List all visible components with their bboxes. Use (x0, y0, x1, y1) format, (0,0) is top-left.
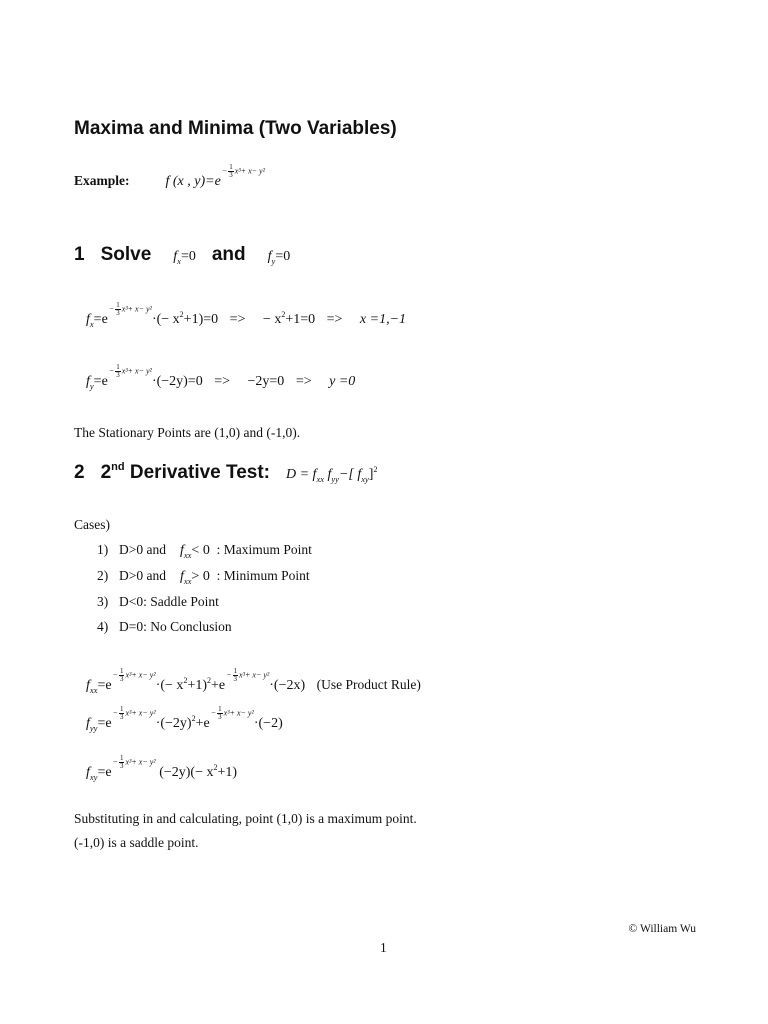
fx-step2b: +1=0 (285, 312, 316, 327)
implies-arrow: => (326, 312, 343, 327)
fxx-part1b: +1) (187, 678, 207, 693)
exponent-minus: − (112, 708, 118, 717)
section-heading-text (101, 462, 270, 483)
exponent-rest: x³+ x− y² (234, 166, 265, 175)
fraction-numerator: 1 (116, 300, 120, 309)
exponent-rest: x³+ x− y² (125, 670, 156, 679)
case-item (97, 619, 232, 635)
fx-step2-square: 2 (281, 310, 286, 319)
section-number: 1 (74, 244, 85, 265)
case-item (97, 594, 219, 610)
copyright: © William Wu (628, 923, 696, 935)
exponent-minus: − (112, 670, 118, 679)
exponent-rest: x³+ x− y² (121, 304, 152, 313)
fx-step2a: − x (262, 312, 282, 327)
exponent-minus: − (112, 757, 118, 766)
fraction-numerator: 1 (119, 704, 124, 713)
fraction-denominator: 3 (116, 308, 120, 317)
heading-pre: 2 (100, 462, 112, 483)
section-1-heading (74, 244, 290, 266)
fyy-part2: ·(−2) (253, 716, 283, 731)
fraction-denominator: 3 (119, 761, 124, 770)
fx-zero-equation (173, 249, 196, 264)
section-number: 2 (74, 462, 85, 483)
fxx-square: 2 (183, 676, 188, 685)
exponent-rest: x³+ x− y² (223, 708, 254, 717)
implies-arrow: => (295, 374, 312, 389)
fxx-f: f (86, 678, 90, 693)
fxx-part2: ·(−2x) (269, 678, 306, 693)
fraction-numerator: 1 (116, 362, 120, 371)
fyy-f: f (86, 716, 90, 731)
exponent-fraction (217, 706, 223, 721)
fy-zero-equation (268, 249, 291, 264)
fyy-square: 2 (191, 714, 196, 723)
exponent-fraction (115, 302, 121, 317)
section-2-heading (74, 462, 377, 484)
fxy-derivation (86, 753, 238, 782)
exponent-rest: x³+ x− y² (125, 708, 156, 717)
formula-square: 2 (373, 465, 378, 474)
page-title: Maxima and Minima (Two Variables) (74, 118, 397, 139)
formula-sub-yy: yy (331, 474, 339, 484)
d-formula (286, 467, 377, 482)
case-pre: D>0 and (119, 542, 166, 557)
eq-f: f (173, 249, 178, 264)
conclusion-line-1: Substituting in and calculating, point (1,0) is a maximum point. (74, 811, 417, 826)
fraction-denominator: 3 (116, 370, 120, 379)
eq-subscript: y (271, 256, 276, 266)
fraction-denominator: 3 (119, 712, 124, 721)
fxy-subscript: xy (89, 772, 98, 782)
exponent-fraction (119, 706, 125, 721)
case-f: f (179, 569, 184, 584)
exponent-fraction (233, 668, 239, 683)
example-row (74, 162, 265, 191)
exponent-fraction (228, 164, 234, 179)
fraction-denominator: 3 (119, 674, 124, 683)
heading-superscript: nd (111, 461, 125, 473)
fyy-exponent-2 (211, 706, 254, 721)
fx-eq: =e (93, 312, 108, 327)
exponent-minus: − (108, 366, 115, 375)
fxy-part2: +1) (217, 765, 238, 780)
eq-f: f (267, 249, 272, 264)
example-label: Example: (74, 173, 130, 188)
fraction-numerator: 1 (233, 666, 238, 675)
fyy-derivation (86, 704, 283, 733)
formula-sub-xy: xy (361, 474, 369, 484)
fx-square: 2 (179, 310, 184, 319)
fxy-f: f (86, 765, 90, 780)
exponent-fraction (119, 668, 125, 683)
fxx-derivation (86, 666, 421, 695)
case-number: 2) (97, 568, 109, 583)
case-description: : Maximum Point (216, 542, 312, 557)
fyy-exponent (113, 706, 156, 721)
formula-bracket: ] (368, 467, 374, 482)
fxx-plus: +e (211, 678, 226, 693)
fx-subscript: x (89, 319, 94, 329)
fx-derivation (86, 300, 407, 329)
fraction-denominator: 3 (233, 674, 238, 683)
formula-f: f (327, 467, 332, 482)
fy-step2: −2y=0 (247, 374, 285, 389)
formula-sub-xx: xx (316, 474, 324, 484)
case-pre: D>0 and (119, 568, 166, 583)
case-number: 1) (97, 542, 109, 557)
eq-subscript: x (177, 256, 181, 266)
exponent-rest: x³+ x− y² (121, 366, 152, 375)
case-item (97, 568, 310, 585)
product-rule-note: (Use Product Rule) (316, 677, 421, 692)
eq-rhs: =0 (275, 249, 291, 264)
case-item (97, 542, 312, 559)
exponent-fraction (115, 364, 121, 379)
case-number: 4) (97, 619, 109, 634)
and-text: and (211, 244, 246, 265)
example-lhs: f (x , y)=e (165, 174, 221, 189)
fxx-exponent (113, 668, 156, 683)
fyy-eq: =e (97, 716, 112, 731)
case-text: D<0: Saddle Point (119, 594, 219, 609)
heading-post: Derivative Test: (129, 462, 270, 483)
section-heading-text: Solve (100, 244, 152, 265)
fy-exponent (109, 364, 152, 379)
case-inequality: > 0 (191, 569, 210, 584)
stationary-points-text: The Stationary Points are (1,0) and (-1,0). (74, 425, 301, 440)
example-function (165, 162, 265, 189)
case-inequality: < 0 (191, 543, 210, 558)
exponent-rest: x³+ x− y² (125, 757, 156, 766)
fyy-subscript: yy (89, 723, 98, 733)
fy-derivation (86, 362, 356, 391)
exponent-fraction (119, 755, 125, 770)
case-subscript: xx (183, 550, 192, 560)
exponent-minus: − (108, 304, 115, 313)
conclusion-line-2: (-1,0) is a saddle point. (74, 835, 199, 850)
fy-subscript: y (89, 381, 94, 391)
case-condition (180, 569, 210, 584)
case-condition (180, 543, 210, 558)
implies-arrow: => (214, 374, 231, 389)
cases-label: Cases) (74, 517, 110, 532)
fx-result: x =1,−1 (359, 312, 407, 327)
fxx-part1: ·(− x (155, 678, 184, 693)
implies-arrow: => (229, 312, 246, 327)
fraction-denominator: 3 (218, 712, 222, 721)
example-exponent (222, 164, 265, 179)
fyy-plus: +e (195, 716, 210, 731)
fxx-exponent-2 (226, 668, 269, 683)
fyy-part1: ·(−2y) (155, 716, 192, 731)
page-number: 1 (380, 940, 387, 955)
case-subscript: xx (183, 576, 192, 586)
exponent-rest: x³+ x− y² (239, 670, 270, 679)
fraction-numerator: 1 (218, 704, 222, 713)
exponent-minus: − (221, 166, 228, 175)
formula-d: D = f (286, 467, 317, 482)
case-number: 3) (97, 594, 109, 609)
fxy-square: 2 (213, 763, 218, 772)
case-description: : Minimum Point (216, 568, 310, 583)
fxx-square-outer: 2 (207, 676, 211, 685)
fx-mid: ·(− x (151, 312, 180, 327)
fxy-part1: (−2y)(− x (159, 765, 214, 780)
formula-mid: −[ f (338, 467, 362, 482)
fraction-numerator: 1 (229, 162, 233, 171)
exponent-minus: − (226, 670, 232, 679)
exponent-minus: − (210, 708, 217, 717)
fx-f: f (86, 312, 90, 327)
case-text: D=0: No Conclusion (119, 619, 232, 634)
fy-mid: ·(−2y)=0 (151, 374, 203, 389)
fx-exponent (109, 302, 152, 317)
case-f: f (179, 543, 184, 558)
fraction-numerator: 1 (119, 753, 124, 762)
fx-tail: +1)=0 (183, 312, 219, 327)
fy-f: f (86, 374, 90, 389)
fraction-numerator: 1 (119, 666, 124, 675)
eq-rhs: =0 (180, 249, 196, 264)
fy-eq: =e (93, 374, 108, 389)
fxy-eq: =e (97, 765, 112, 780)
fraction-denominator: 3 (229, 170, 233, 179)
fxx-eq: =e (97, 678, 112, 693)
fxy-exponent (113, 755, 156, 770)
fxx-subscript: xx (89, 685, 98, 695)
fy-result: y =0 (329, 374, 356, 389)
